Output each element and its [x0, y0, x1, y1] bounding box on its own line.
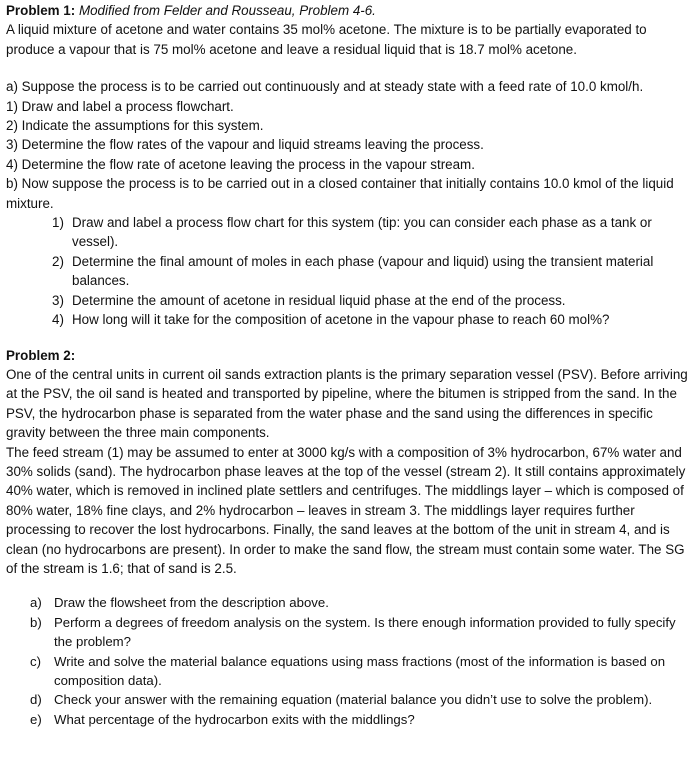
part-a-item: 4) Determine the flow rate of acetone leaving the process in the vapour stream. [6, 156, 475, 172]
problem-2-paragraph: One of the central units in current oil sands extraction plants is the primary separation vessel (PSV). Before arriving at the PSV, the oil sand is heated and transported by pipeline, where the bitumen is stripped from the sand. In the PSV, the hydrocarbon phase is separated from the water phase and the sand using the differences in specific gravity between the three main components. [6, 366, 688, 441]
problem-2-item: b) Perform a degrees of freedom analysis on the system. Is there enough information provided to fully specify the problem? [30, 614, 676, 650]
part-b-item: 4) How long will it take for the composition of acetone in the vapour phase to reach 60 mol%? [52, 312, 610, 328]
part-a-item: 3) Determine the flow rates of the vapour and liquid streams leaving the process. [6, 137, 484, 153]
problem-2-paragraph: The feed stream (1) may be assumed to enter at 3000 kg/s with a composition of 3% hydrocarbon, 67% water and 30% solids (sand). The hydrocarbon phase leaves at the top of the vessel (stream 2). It still contains approximately 40% water, which is removed in inclined plate settlers and centrifuges. The middlings layer – which is composed of 80% water, 18% fine clays, and 2% hydrocarbon – leaves in stream 3. The middlings layer requires further processing to recover the lost hydrocarbons. Finally, the sand leaves at the bottom of the unit in stream 4, and is clean (no hydrocarbons are present). In order to make the sand flow, the stream must contain some water. The SG of the stream is 1.6; that of sand is 2.5. [6, 444, 686, 576]
problem-2-item: e) What percentage of the hydrocarbon exits with the middlings? [30, 711, 415, 727]
problem-1-header [6, 1, 692, 20]
problem-2-item: c) Write and solve the material balance equations using mass fractions (most of the information is based on composition data). [30, 653, 666, 688]
part-b-item: 1) Draw and label a process flow chart for this system (tip: you can consider each phase as a tank or vessel). [52, 215, 652, 250]
problem-2-item: a) Draw the flowsheet from the description above. [30, 595, 329, 611]
part-b-item: 2) Determine the final amount of moles in each phase (vapour and liquid) using the transient material balances. [52, 253, 654, 289]
part-a-item: 1) Draw and label a process flowchart. [6, 98, 234, 114]
problem-1-part-b: b) Now suppose the process is to be carried out in a closed container that initially contains 10.0 kmol of the liquid mixture. [6, 176, 674, 211]
problem-2-label: Problem 2: [6, 347, 76, 363]
problem-1-intro: A liquid mixture of acetone and water contains 35 mol% acetone. The mixture is to be partially evaporated to produce a vapour that is 75 mol% acetone and leave a residual liquid that is 18.7 mol% acetone. [6, 22, 647, 57]
problem-1-label: Problem 1: [6, 3, 76, 18]
part-b-item: 3) Determine the amount of acetone in residual liquid phase at the end of the process. [52, 292, 566, 308]
problem-1-source: Modified from Felder and Rousseau, Problem 4-6. [78, 3, 376, 18]
problem-2-item: d) Check your answer with the remaining equation (material balance you didn’t use to solve the problem). [30, 692, 653, 708]
problem-1-part-a: a) Suppose the process is to be carried out continuously and at steady state with a feed rate of 10.0 kmol/h. [6, 79, 644, 95]
part-a-item: 2) Indicate the assumptions for this system. [6, 118, 264, 134]
